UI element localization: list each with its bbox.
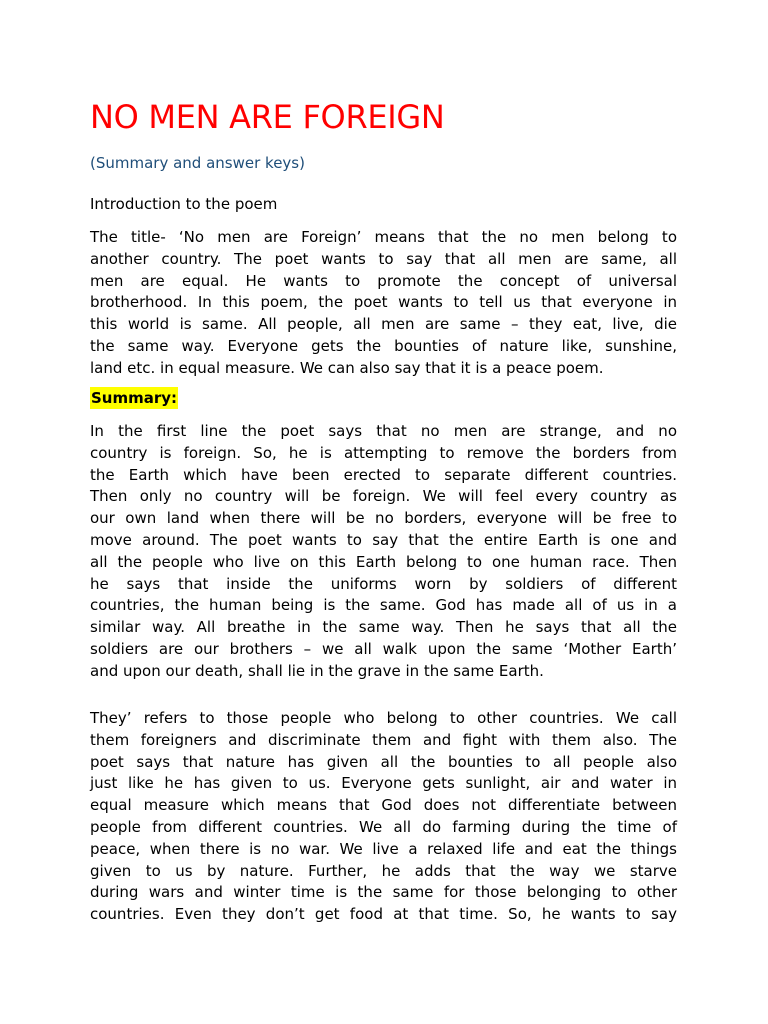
- text-line: all the people who live on this Earth belong to one human race. Then: [90, 552, 677, 571]
- text-line: They’ refers to those people who belong to other countries. We call: [90, 709, 677, 727]
- document-title: NO MEN ARE FOREIGN: [90, 98, 445, 136]
- intro-paragraph: [90, 227, 677, 380]
- text-line: he says that inside the uniforms worn by soldiers of different: [90, 574, 677, 593]
- text-line: brotherhood. In this poem, the poet wants to tell us that everyone in: [90, 293, 677, 312]
- summary-heading: Summary:: [91, 389, 178, 407]
- text-line: The title- ‘No men are Foreign’ means that the no men belong to: [90, 228, 677, 246]
- explanation-paragraph: [90, 708, 677, 926]
- text-line: Then only no country will be foreign. We will feel every country as: [90, 487, 677, 506]
- summary-paragraph: [90, 421, 677, 683]
- intro-heading: Introduction to the poem: [90, 195, 278, 213]
- text-line: the Earth which have been erected to separate different countries.: [90, 465, 677, 484]
- text-line: In the first line the poet says that no men are strange, and no: [90, 422, 677, 440]
- text-line: similar way. All breathe in the same way. Then he says that all the: [90, 618, 677, 637]
- text-line: and upon our death, shall lie in the grave in the same Earth.: [90, 661, 544, 680]
- document-subtitle: (Summary and answer keys): [90, 154, 305, 172]
- text-line: peace, when there is no war. We live a relaxed life and eat the things: [90, 839, 677, 858]
- text-line: country is foreign. So, he is attempting to remove the borders from: [90, 443, 677, 462]
- text-line: another country. The poet wants to say that all men are same, all: [90, 249, 677, 268]
- text-line: given to us by nature. Further, he adds that the way we starve: [90, 861, 677, 880]
- text-line: men are equal. He wants to promote the concept of universal: [90, 271, 677, 290]
- text-line: the same way. Everyone gets the bounties of nature like, sunshine,: [90, 336, 677, 355]
- text-line: people from different countries. We all do farming during the time of: [90, 817, 677, 836]
- text-line: our own land when there will be no borders, everyone will be free to: [90, 509, 677, 528]
- text-line: them foreigners and discriminate them and fight with them also. The: [90, 730, 677, 749]
- text-line: soldiers are our brothers – we all walk upon the same ‘Mother Earth’: [90, 639, 677, 658]
- text-line: just like he has given to us. Everyone gets sunlight, air and water in: [90, 774, 677, 793]
- text-line: move around. The poet wants to say that the entire Earth is one and: [90, 530, 677, 549]
- text-line: poet says that nature has given all the bounties to all people also: [90, 752, 677, 771]
- text-line: countries, the human being is the same. God has made all of us in a: [90, 596, 677, 615]
- text-line: during wars and winter time is the same for those belonging to other: [90, 883, 677, 902]
- text-line: this world is same. All people, all men are same – they eat, live, die: [90, 315, 677, 334]
- text-line: land etc. in equal measure. We can also say that it is a peace poem.: [90, 358, 604, 377]
- text-line: equal measure which means that God does not differentiate between: [90, 796, 677, 815]
- text-line: countries. Even they don’t get food at that time. So, he wants to say: [90, 905, 677, 924]
